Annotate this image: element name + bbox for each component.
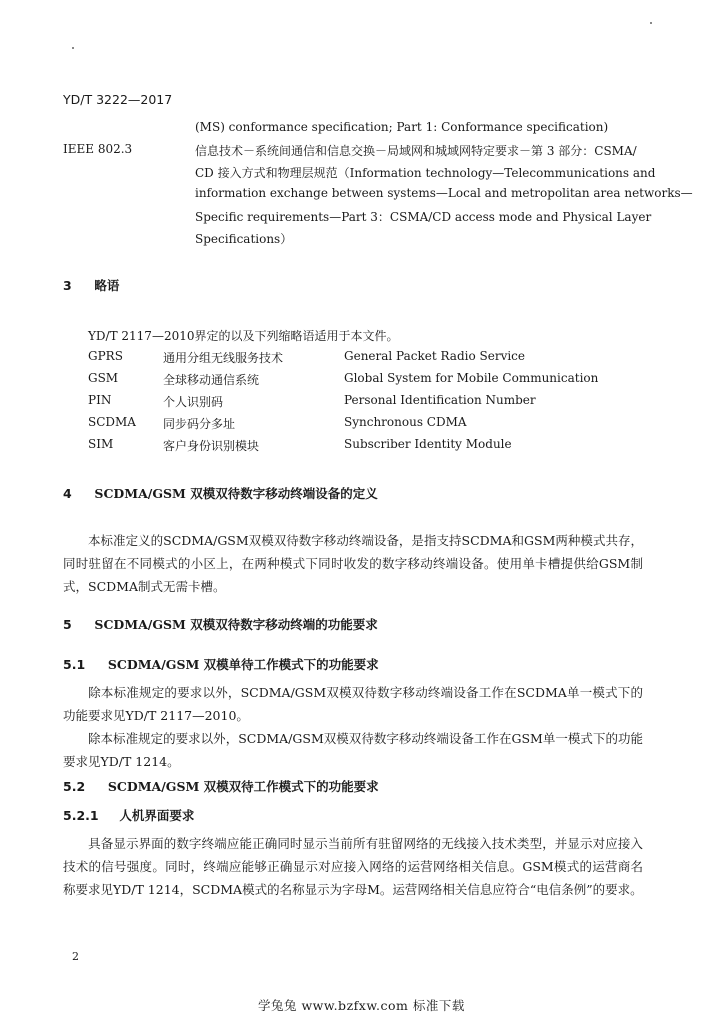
abbreviation-english: Synchronous CDMA [344,415,467,429]
section-3-heading [63,276,119,294]
scan-speck [72,47,74,49]
reference-title-line: information exchange between systems—Local and metropolitan area networks— [195,186,693,200]
reference-title-line: Specifications） [195,232,293,246]
paragraph-text: 具备显示界面的数字终端应能正确同时显示当前所有驻留网络的无线接入技术类型，并显示对应接入技术的信号强度。同时，终端应能够正确显示对应接入网络的运营网络相关信息。GSM模式的运营商名称要求见YD/T 1214，SCDMA模式的名称显示为字母M。运营网络相关信息应符合“电信条例”的要求。 [63,836,643,897]
section-number: 5.1 [63,657,86,672]
abbreviations-intro: YD/T 2117—2010界定的以及下列缩略语适用于本文件。 [88,329,399,343]
section-number: 5 [63,617,72,632]
section-number: 4 [63,486,72,501]
reference-title-line: 信息技术－系统间通信和信息交换－局域网和城域网特定要求－第 3 部分：CSMA/ [195,144,637,158]
footer-watermark: 学兔兔 www.bzfxw.com 标准下载 [258,998,465,1013]
abbreviation-chinese: 同步码分多址 [163,417,236,431]
abbreviation-english: Subscriber Identity Module [344,437,512,451]
abbreviation-chinese: 通用分组无线服务技术 [163,351,284,365]
abbreviation-term: SIM [88,437,114,451]
reference-code-ieee: IEEE 802.3 [63,142,133,156]
section-number: 3 [63,278,72,293]
paragraph-text: 除本标准规定的要求以外，SCDMA/GSM双模双待数字移动终端设备工作在GSM单一模式下的功能要求见YD/T 1214。 [63,731,643,769]
scan-speck [650,22,652,24]
section-4-heading [63,484,378,502]
section-title: SCDMA/GSM 双模单待工作模式下的功能要求 [107,657,379,672]
abbreviation-term: PIN [88,393,112,407]
section-title: SCDMA/GSM 双模双待工作模式下的功能要求 [107,779,379,794]
section-title: SCDMA/GSM 双模双待数字移动终端的功能要求 [94,617,378,632]
paragraph-text: 除本标准规定的要求以外，SCDMA/GSM双模双待数字移动终端设备工作在SCDMA单一模式下的功能要求见YD/T 2117—2010。 [63,685,643,723]
paragraph-text: 本标准定义的SCDMA/GSM双模双待数字移动终端设备，是指支持SCDMA和GSM两种模式共存，同时驻留在不同模式的小区上，在两种模式下同时收发的数字移动终端设备。使用单卡槽提供给GSM制式，SCDMA制式无需卡槽。 [63,533,643,594]
reference-title-line: CD 接入方式和物理层规范（Information technology—Telecommunications and [195,166,656,180]
abbreviation-english: Global System for Mobile Communication [344,371,599,385]
page-number: 2 [72,950,79,963]
section-title: SCDMA/GSM 双模双待数字移动终端设备的定义 [94,486,378,501]
section-number: 5.2.1 [63,808,99,823]
section-number: 5.2 [63,779,86,794]
section-title: 人机界面要求 [119,808,195,823]
section-5-1-paragraph-2 [63,727,643,773]
section-5-2-1-heading [63,806,194,824]
reference-continuation: (MS) conformance specification; Part 1: Conformance specification) [195,120,609,134]
section-5-1-paragraph-1 [63,681,643,727]
abbreviation-term: SCDMA [88,415,136,429]
abbreviation-english: Personal Identification Number [344,393,536,407]
section-title: 略语 [94,278,120,293]
section-5-2-heading [63,777,379,795]
abbreviation-chinese: 个人识别码 [163,395,224,409]
abbreviation-english: General Packet Radio Service [344,349,526,363]
abbreviation-term: GPRS [88,349,123,363]
section-5-heading [63,615,378,633]
section-5-1-heading [63,655,379,673]
section-5-2-1-body [63,832,643,901]
section-4-body [63,529,643,598]
abbreviation-chinese: 全球移动通信系统 [163,373,260,387]
abbreviation-chinese: 客户身份识别模块 [163,439,260,453]
standard-code: YD/T 3222—2017 [63,92,173,107]
abbreviation-term: GSM [88,371,119,385]
reference-title-line: Specific requirements—Part 3：CSMA/CD access mode and Physical Layer [195,210,652,224]
